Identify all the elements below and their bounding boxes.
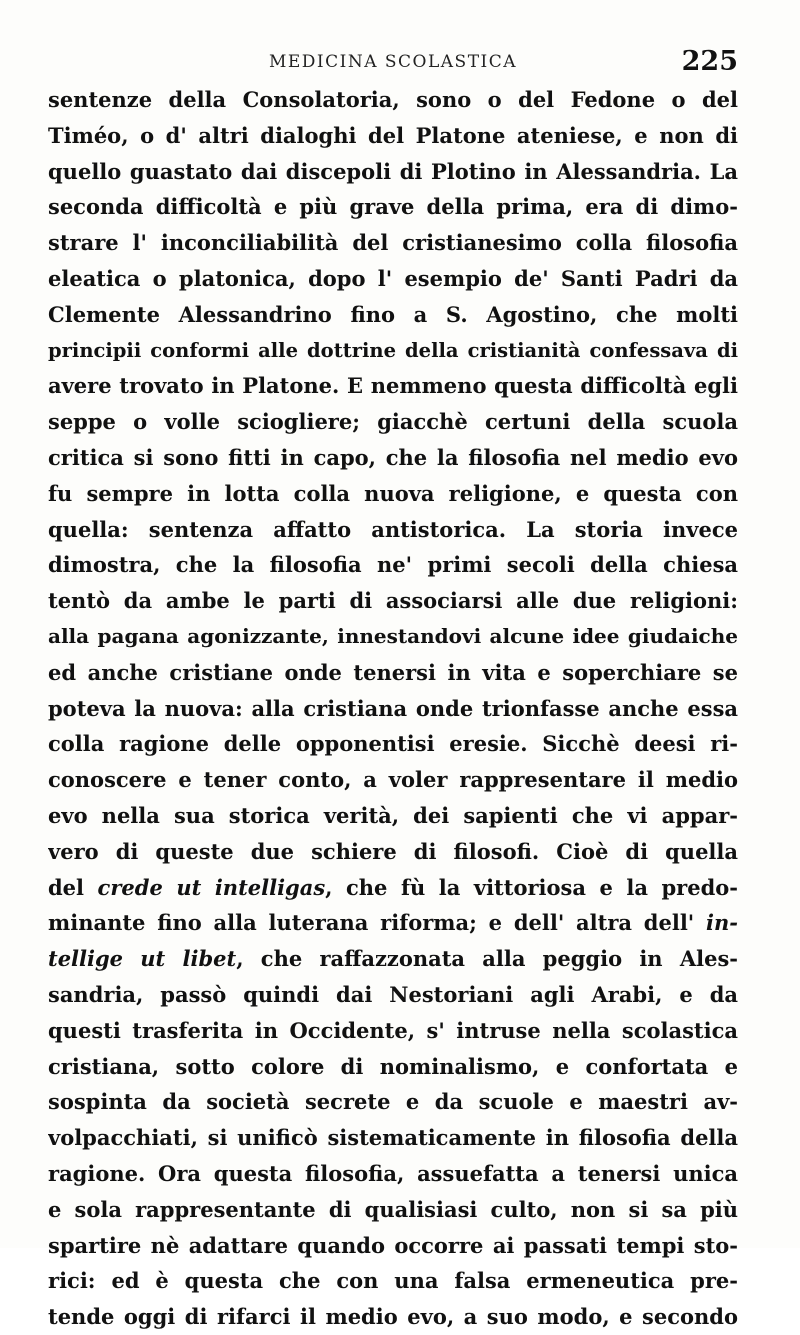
text-line bbox=[48, 691, 738, 727]
text-line bbox=[48, 1049, 738, 1085]
text-segment: dimostra, che la filosofia ne' primi secoli della chiesa bbox=[48, 552, 738, 578]
italic-phrase: crede ut intelligas bbox=[97, 874, 326, 900]
text-segment: seppe o volle sciogliere; giacchè certuni della scuola bbox=[48, 409, 738, 435]
text-segment: eleatica o platonica, dopo l' esempio de' Santi Padri da bbox=[48, 265, 738, 291]
text-segment: ragione. Ora questa filosofia, assuefatta a tenersi unica bbox=[48, 1160, 738, 1186]
running-head bbox=[48, 46, 738, 80]
text-segment: questi trasferita in Occidente, s' intruse nella scolastica bbox=[48, 1017, 738, 1043]
text-segment: , che raffazzonata alla peggio in Ales- bbox=[236, 946, 738, 972]
text-line bbox=[48, 941, 738, 977]
text-segment: seconda difficoltà e più grave della prima, era di dimo- bbox=[48, 194, 738, 220]
text-segment: quella: sentenza affatto antistorica. La storia invece bbox=[48, 516, 738, 542]
running-title: MEDICINA SCOLASTICA bbox=[268, 52, 518, 72]
text-segment: tende oggi di rifarci il medio evo, a suo modo, e secondo bbox=[48, 1304, 738, 1330]
text-line bbox=[48, 762, 738, 798]
italic-phrase: tellige ut libet bbox=[48, 946, 237, 972]
text-line bbox=[48, 1120, 738, 1156]
italic-phrase: in- bbox=[706, 910, 738, 936]
text-line bbox=[48, 189, 738, 225]
text-segment: cristiana, sotto colore di nominalismo, e confortata e bbox=[48, 1053, 738, 1079]
text-line bbox=[48, 154, 738, 190]
text-segment: sospinta da società secrete e da scuole e maestri av- bbox=[48, 1089, 738, 1115]
text-line bbox=[48, 261, 738, 297]
text-line bbox=[48, 1156, 738, 1192]
text-line bbox=[48, 1084, 738, 1120]
text-line bbox=[48, 1192, 738, 1228]
text-segment: rici: ed è questa che con una falsa ermeneutica pre- bbox=[48, 1268, 738, 1294]
text-line bbox=[48, 476, 738, 512]
text-line bbox=[48, 82, 738, 118]
text-line bbox=[48, 583, 738, 619]
text-segment: strare l' inconciliabilità del cristianesimo colla filosofia bbox=[48, 230, 738, 256]
text-segment: tentò da ambe le parti di associarsi alle due religioni: bbox=[48, 588, 738, 614]
text-segment: conoscere e tener conto, a voler rappresentare il medio bbox=[48, 767, 738, 793]
text-line bbox=[48, 1263, 738, 1299]
text-line bbox=[48, 512, 738, 548]
page-number: 225 bbox=[681, 46, 738, 77]
text-segment: Timéo, o d' altri dialoghi del Platone ateniese, e non di bbox=[48, 122, 738, 148]
text-segment: e sola rappresentante di qualisiasi culto, non si sa più bbox=[48, 1196, 738, 1222]
text-segment: vero di queste due schiere di filosofi. Cioè di quella bbox=[48, 838, 738, 864]
text-line bbox=[48, 655, 738, 691]
text-line bbox=[48, 368, 738, 404]
body-text bbox=[48, 82, 738, 1335]
text-segment: volpacchiati, si unificò sistematicamente in filosofia della bbox=[48, 1125, 738, 1151]
text-line bbox=[48, 726, 738, 762]
text-line bbox=[48, 870, 738, 906]
text-segment: fu sempre in lotta colla nuova religione, e questa con bbox=[48, 480, 738, 506]
text-segment: , che fù la vittoriosa e la predo- bbox=[325, 874, 738, 900]
text-line bbox=[48, 619, 738, 655]
text-segment: poteva la nuova: alla cristiana onde trionfasse anche essa bbox=[48, 695, 738, 721]
text-line bbox=[48, 225, 738, 261]
text-segment: ed anche cristiane onde tenersi in vita e soperchiare se bbox=[48, 659, 738, 685]
text-segment: colla ragione delle opponentisi eresie. Sicchè deesi ri- bbox=[48, 731, 738, 757]
text-segment: del bbox=[48, 874, 98, 900]
text-segment: critica si sono fitti in capo, che la filosofia nel medio evo bbox=[48, 444, 738, 470]
text-segment: minante fino alla luterana riforma; e dell' altra dell' bbox=[48, 910, 707, 936]
text-segment: evo nella sua storica verità, dei sapienti che vi appar- bbox=[48, 802, 738, 828]
text-line bbox=[48, 1013, 738, 1049]
text-line bbox=[48, 118, 738, 154]
text-line bbox=[48, 977, 738, 1013]
text-line bbox=[48, 834, 738, 870]
text-segment: sandria, passò quindi dai Nestoriani agli Arabi, e da bbox=[48, 981, 738, 1007]
text-segment: spartire nè adattare quando occorre ai passati tempi sto- bbox=[48, 1232, 738, 1258]
text-segment: Clemente Alessandrino fino a S. Agostino, che molti bbox=[48, 301, 738, 327]
text-line bbox=[48, 440, 738, 476]
text-segment: principii conformi alle dottrine della cristianità confessava di bbox=[48, 338, 738, 362]
text-line bbox=[48, 1299, 738, 1335]
text-segment: avere trovato in Platone. E nemmeno questa difficoltà egli bbox=[48, 373, 738, 399]
text-segment: alla pagana agonizzante, innestandovi alcune idee giudaiche bbox=[48, 623, 738, 648]
text-segment: sentenze della Consolatoria, sono o del Fedone o del bbox=[48, 87, 738, 112]
text-line bbox=[48, 905, 738, 941]
text-line bbox=[48, 547, 738, 583]
text-segment: quello guastato dai discepoli di Plotino in Alessandria. La bbox=[48, 158, 738, 184]
text-line bbox=[48, 404, 738, 440]
text-line bbox=[48, 1228, 738, 1264]
text-line bbox=[48, 297, 738, 333]
text-line bbox=[48, 798, 738, 834]
text-line bbox=[48, 333, 738, 369]
